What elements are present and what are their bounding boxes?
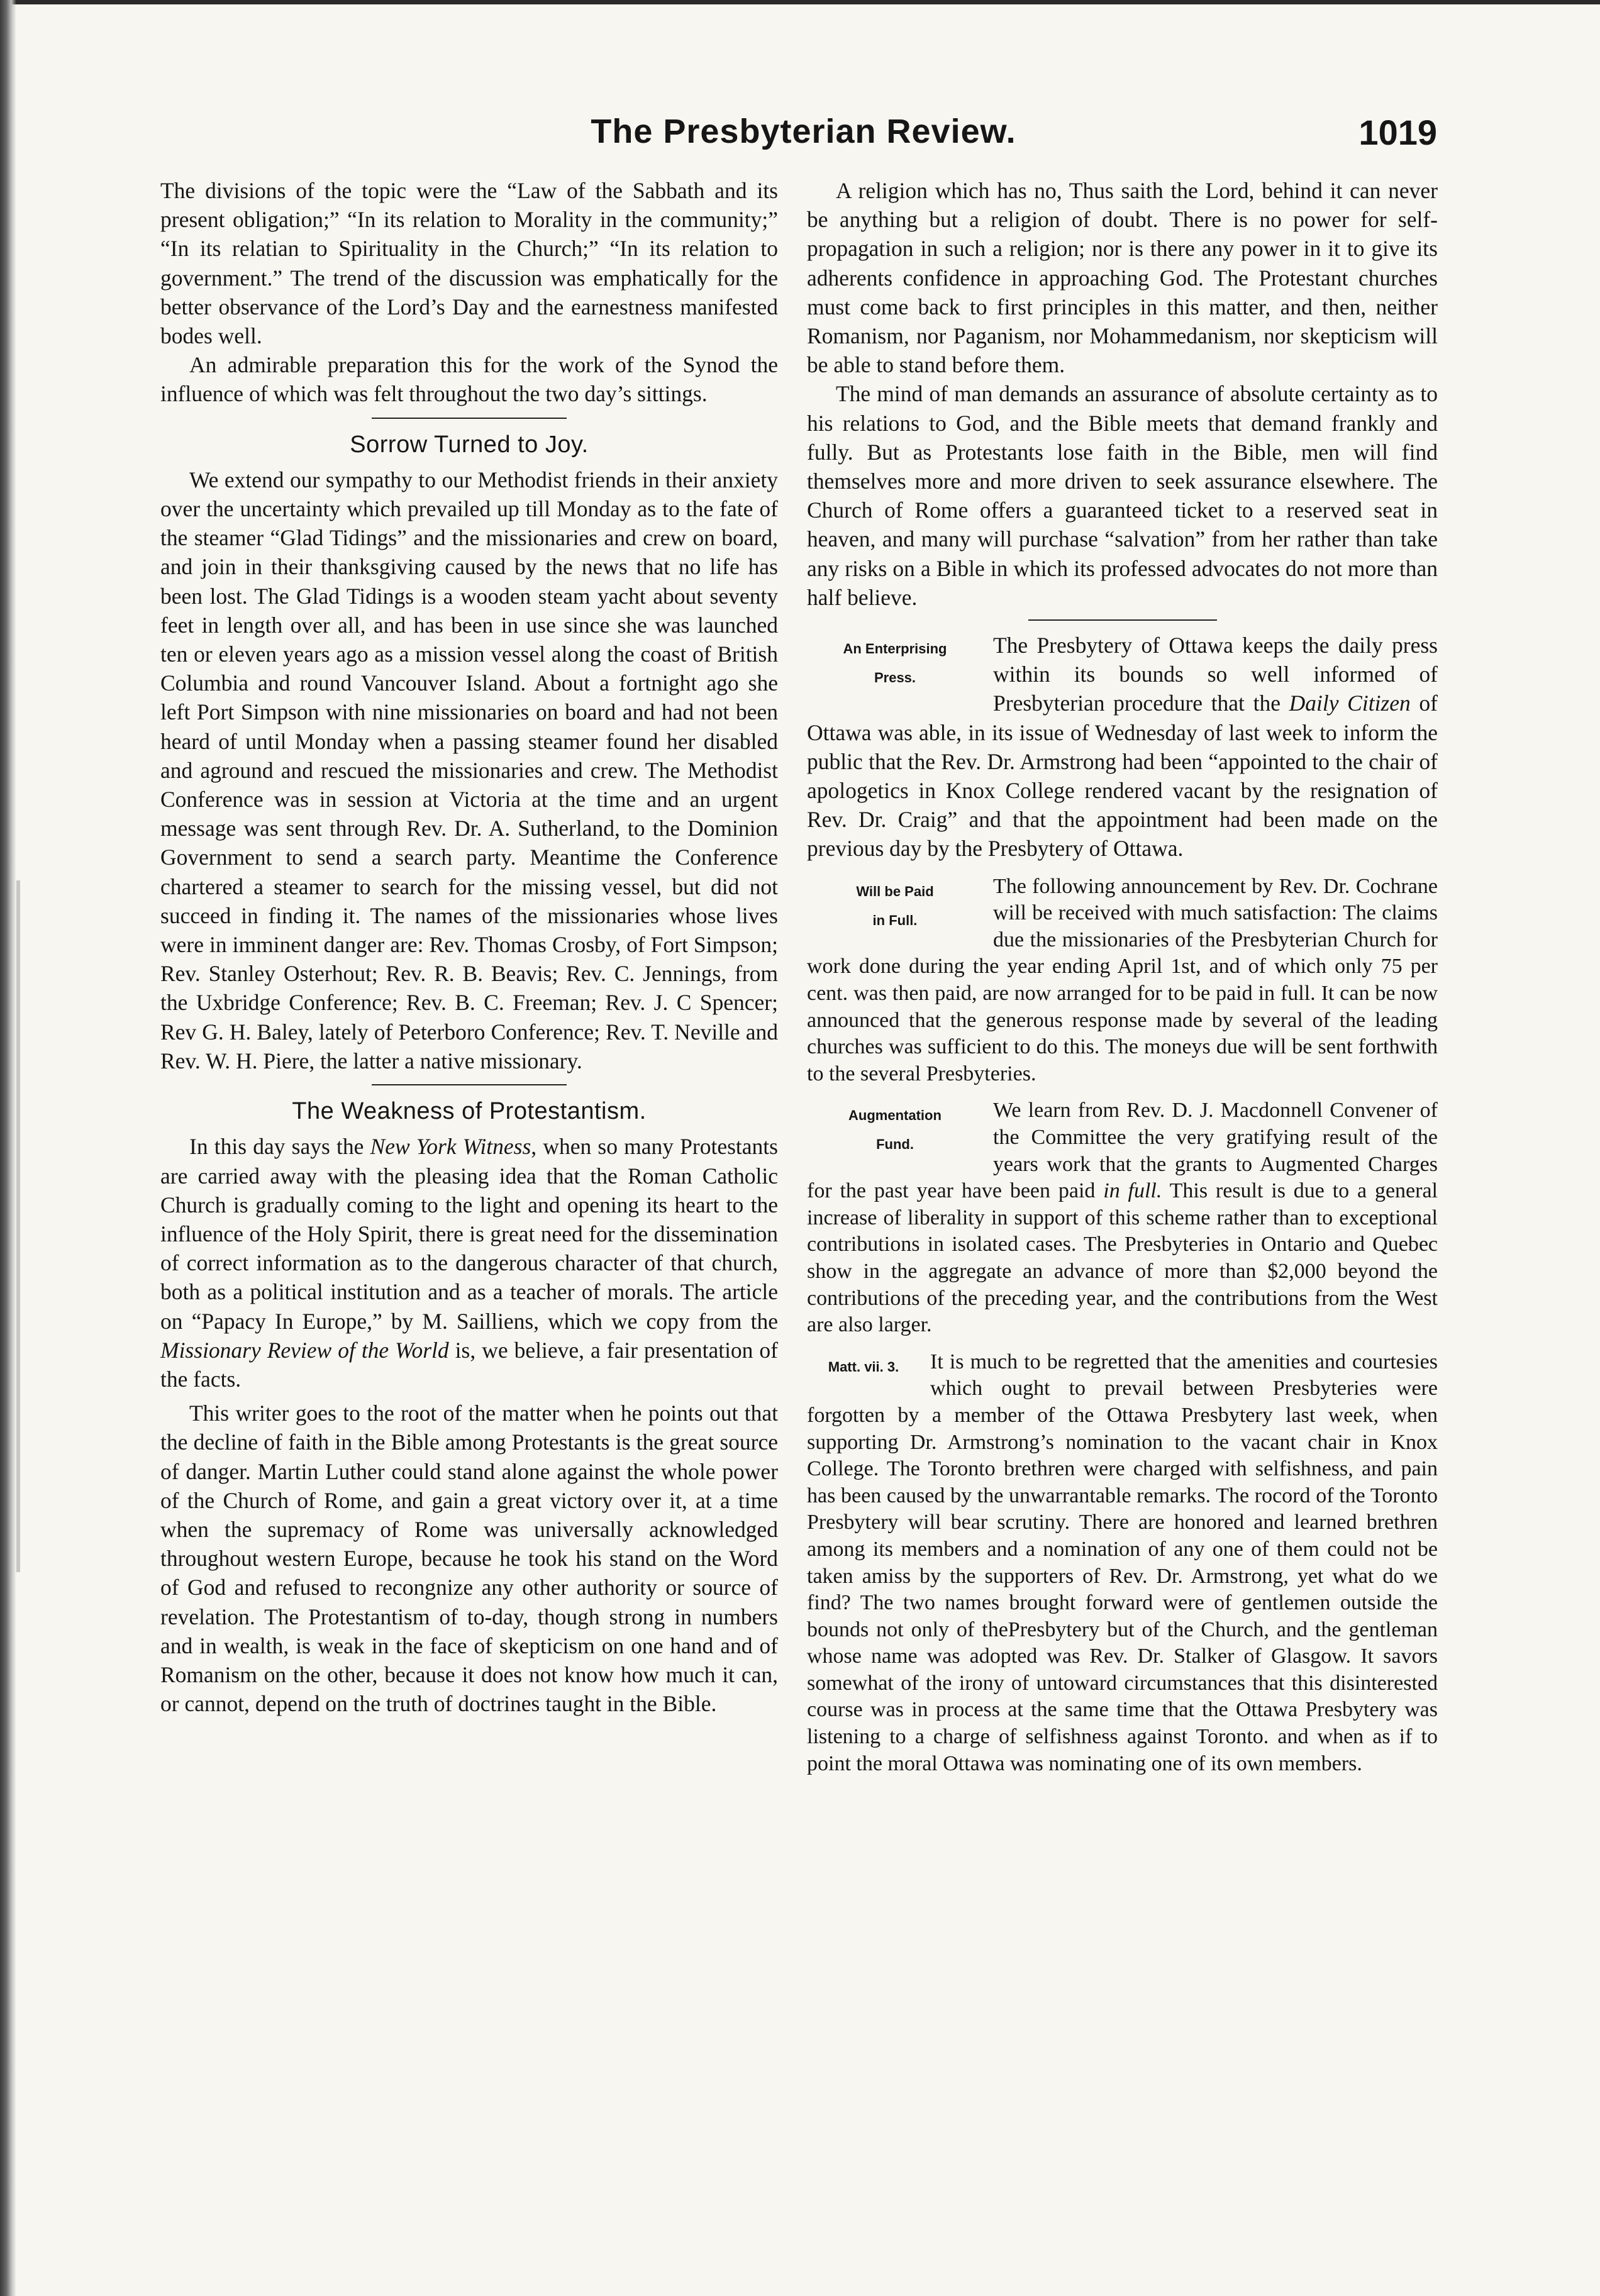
article-title: Sorrow Turned to Joy. (350, 431, 589, 458)
side-heading (807, 635, 983, 692)
publication-name: Missionary Review of the World (160, 1337, 449, 1363)
running-title: The Presbyterian Review. (591, 113, 1016, 150)
note-matthew (807, 1349, 1438, 1778)
side-heading-line: Augmentation (848, 1107, 942, 1124)
text-run: of Ottawa was able, in its issue of Wednesday of last week to inform the public that the Rev. Dr. Armstrong had been “appointed to the chair of apologetics in Knox College rendered vacant by the resignation of Rev. Dr. Craig” and that the appointment had been made on the previous day by the Presbytery of Ottawa. (807, 690, 1438, 862)
side-heading-line: An Enterprising (843, 641, 947, 657)
text-run: , when so many Protestants are carried away with the pleasing idea that the Roman Catholic Church is gradually coming to the light and opening its heart to the influence of the Holy Spirit, there is great need for the dissemination of correct information as to the dangerous character of that church, both as a political institution and as a teacher of morals. The article on “Papacy In Europe,” by M. Sailliens, which we copy from the (160, 1134, 778, 1334)
text-run: The Presbytery of Ottawa keeps the daily press within its bounds so well informed of Presbyterian procedure that the (993, 633, 1438, 716)
section-divider (1028, 619, 1217, 621)
publication-name: Daily Citizen (1289, 690, 1411, 716)
paragraph: We extend our sympathy to our Methodist friends in their anxiety over the uncertainty which prevailed up till Monday as to the fate of the steamer “Glad Tidings” and the missionaries and crew on board, and join in their thanksgiving caused by the news that no life has been lost. The Glad Tidings is a wooden steam yacht about seventy feet in length over all, and has been in use since she was launched ten or eleven years ago as a mission vessel along the coast of British Columbia and round Vancouver Island. About a fortnight ago she left Port Simpson with nine missionaries on board and had not been heard of until Monday when a passing steamer found her disabled and aground and rescued the missionaries and crew. The Methodist Conference was in session at Victoria at the time and an urgent message was sent through Rev. Dr. A. Sutherland, to the Dominion Government to send a search party. Meantime the Conference chartered a steamer to search for the missing vessel, but did not succeed in finding it. The names of the missionaries whose lives were in imminent danger are: Rev. Thomas Crosby, of Fort Simpson; Rev. Stanley Osterhout; Rev. R. B. Beavis; Rev. C. Jennings, from the Uxbridge Conference; Rev. B. C. Freeman; Rev. J. C Spencer; Rev G. H. Baley, lately of Peterboro Conference; Rev. T. Neville and Rev. W. H. Piere, the latter a native missionary. (160, 467, 778, 1073)
note-enterprising-press (807, 631, 1438, 863)
page-top-rule (0, 0, 1600, 4)
side-heading (807, 1101, 983, 1159)
page-binding-shadow (16, 880, 20, 1572)
text-run: This result is due to a general increase of liberality in support of this scheme rather than to exceptional contributions in isolated cases. The Presbyteries in Ontario and Quebec show in the aggregate an advance of more than $2,000 beyond the contributions of the preceding year, and the contributions from the West are also larger. (807, 1179, 1438, 1337)
page-number: 1019 (1358, 113, 1437, 152)
section-divider (372, 418, 567, 419)
text-run: In this day says the (189, 1134, 370, 1160)
paragraph: An admirable preparation this for the work of the Synod the influence of which was felt throughout the two day’s sittings. (160, 352, 778, 407)
publication-name: New York Witness (370, 1134, 531, 1160)
right-column (807, 176, 1438, 1777)
text-run: is, we believe, a fair presentation of the facts. (160, 1337, 778, 1392)
side-heading-line: Press. (874, 670, 916, 686)
paragraph: The following announcement by Rev. Dr. Cochrane will be received with much satisfaction: The claims due the missionaries of the Presbyterian Church for work done during the year ending April 1st, and of which only 75 per cent. was then paid, are now arranged for to be paid in full. It can be now announced that the generous response made by several of the leading churches was sufficient to do this. The moneys due will be sent forthwith to the several Presbyteries. (807, 874, 1438, 1085)
page-binding-edge (0, 0, 16, 2296)
side-heading (807, 1353, 920, 1382)
paragraph: The mind of man demands an assurance of absolute certainty as to his relations to God, and the Bible meets that demand frankly and fully. But as Protestants lose faith in the Bible, men will find themselves more and more driven to seek assurance elsewhere. The Church of Rome offers a guaranteed ticket to a reserved seat in heaven, and many will purchase “salvation” from her rather than take any risks on a Bible in which its professed advocates do not more than half believe. (807, 381, 1438, 610)
note-augmentation-fund (807, 1097, 1438, 1338)
paragraph: It is much to be regretted that the amenities and courtesies which ought to prevail between Presbyteries were forgotten by a member of the Ottawa Presbytery last week, when supporting Dr. Armstrong’s nomination to the vacant chair in Knox College. The Toronto brethren were charged with selfishness, and pain has been caused by the unwarrantable remarks. The rocord of the Toronto Presbytery will bear scrutiny. There are honored and learned brethren among its members and a nomination of any one of them could not be taken amiss by the supporters of Rev. Dr. Armstrong, yet what do we find? The two names brought forward were of gentlemen outside the bounds not only of thePresbytery but of the Church, and the gentleman whose name was adopted was Rev. Dr. Stalker of Glasgow. It savors somewhat of the irony of untoward circumstances that this disinterested course was in process at the same time that the Ottawa Presbytery was listening to a charge of selfishness against Toronto. and when as if to point the moral Ottawa was nominating one of its own members. (807, 1350, 1438, 1775)
paragraph (160, 1132, 778, 1394)
paragraph: A religion which has no, Thus saith the Lord, behind it can never be anything but a religion of doubt. There is no power for self-propagation in such a religion; nor is there any power in it to give its adherents confidence in approaching God. The Protestant churches must come back to first principles in this matter, and then, neither Romanism, nor Paganism, nor Mohammedanism, nor skepticism will be able to stand before them. (807, 178, 1438, 378)
paragraph: This writer goes to the root of the matter when he points out that the decline of faith in the Bible among Protestants is the great source of danger. Martin Luther could stand alone against the whole power of the Church of Rome, and gain a great victory over it, at a time when the supremacy of Rome was universally acknowledged throughout western Europe, because he took his stand on the Word of God and refused to recongnize any other authority or source of revelation. The Protestantism of to-day, though strong in numbers and in wealth, is weak in the face of skepticism on one hand and of Romanism on the other, because it does not know how much it can, or cannot, depend on the truth of doctrines taught in the Bible. (160, 1400, 778, 1717)
page-header (164, 112, 1443, 169)
left-column (160, 176, 778, 1718)
section-divider (372, 1084, 567, 1085)
side-heading-line: Will be Paid (856, 883, 934, 899)
emphasis: in full. (1103, 1179, 1162, 1203)
note-will-be-paid (807, 873, 1438, 1088)
text-run: We learn from Rev. D. J. Macdonnell Convener of the Committee the very gratifying result of the years work that the grants to Augmented Charges for the past year have been paid (807, 1099, 1438, 1203)
side-heading (807, 877, 983, 935)
side-heading-line: Fund. (876, 1136, 914, 1153)
article-title: The Weakness of Protestantism. (292, 1098, 647, 1125)
side-heading-line: Matt. vii. 3. (828, 1358, 899, 1375)
side-heading-line: in Full. (872, 912, 918, 928)
paragraph: The divisions of the topic were the “Law of the Sabbath and its present obligation;” “In its relation to Morality in the community;” “In its relatian to Spirituality in the Church;” “In its relation to government.” The trend of the discussion was emphatically for the better observance of the Lord’s Day and the earnestness manifested bodes well. (160, 178, 778, 349)
